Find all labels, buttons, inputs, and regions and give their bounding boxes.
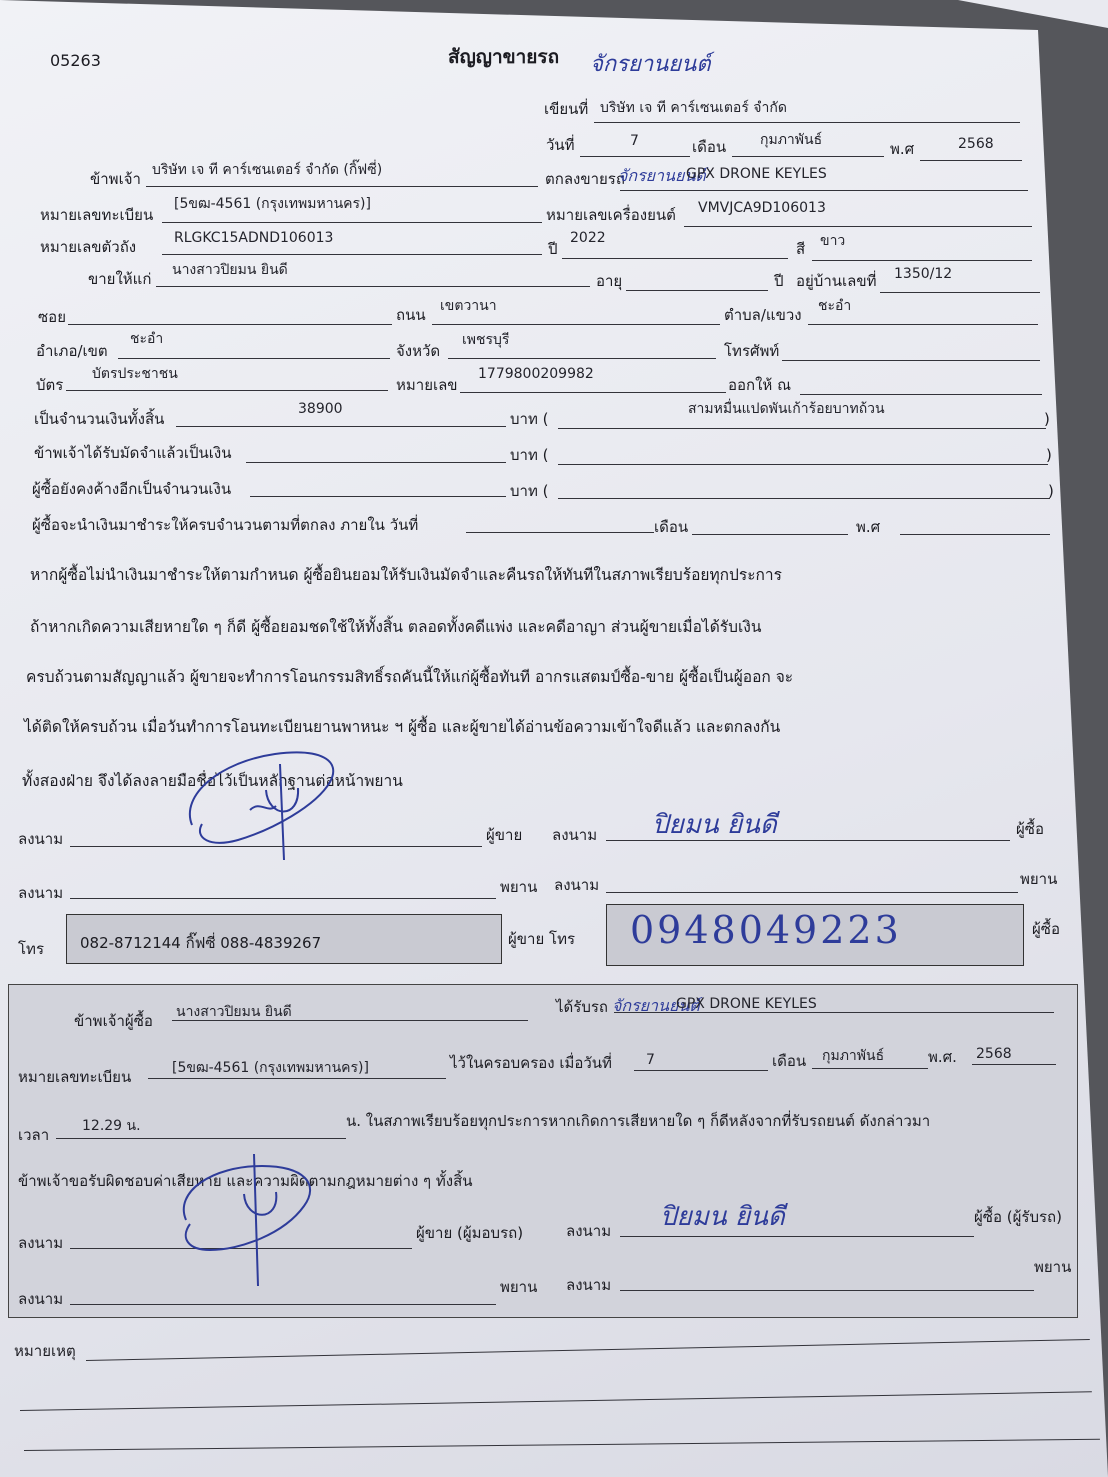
registration-label: หมายเลขทะเบียน (40, 206, 154, 224)
phone-line (782, 360, 1040, 361)
receipt-buyer-label: ข้าพเจ้าผู้ซื้อ (74, 1012, 153, 1030)
seller-line (146, 186, 538, 187)
deposit-baht-label: บาท ( (510, 446, 549, 464)
subdistrict-line (808, 324, 1038, 325)
seller-phone-label: ผู้ขาย โทร (508, 930, 576, 948)
receipt-witness1-role: พยาน (500, 1278, 538, 1296)
deposit-words-line (558, 464, 1048, 465)
province-value: เพชรบุรี (462, 332, 510, 348)
year-line (920, 160, 1022, 161)
receipt-time-label: เวลา (18, 1126, 50, 1144)
possession-day-line (634, 1070, 768, 1071)
registration-value: [5ขฒ-4561 (กรุงเทพมหานคร)] (174, 196, 371, 212)
seller-value: บริษัท เจ ที คาร์เซนเตอร์ จำกัด (กิ๊ฟซี่) (152, 162, 383, 178)
id-number-value: 1779800209982 (478, 366, 594, 382)
terms-line-5: ทั้งสองฝ่าย จึงได้ลงลายมือชื่อไว้เป็นหลักฐานต่อหน้าพยาน (22, 772, 403, 790)
remaining-label: ผู้ซื้อยังคงค้างอีกเป็นจำนวนเงิน (32, 480, 232, 498)
id-number-label: หมายเลข (396, 376, 458, 394)
witness2-sign-label: ลงนาม (554, 876, 600, 894)
total-amount-line (176, 426, 506, 427)
age-label: อายุ (596, 272, 623, 290)
possession-date-label: ไว้ในครอบครอง เมื่อวันที่ (450, 1054, 612, 1072)
house-number-value: 1350/12 (894, 266, 953, 282)
seller-sign-role: ผู้ขาย (486, 826, 523, 844)
id-card-line (66, 390, 388, 391)
witness2-role: พยาน (1020, 870, 1058, 888)
color-value: ขาว (820, 233, 846, 249)
issued-at-line (800, 394, 1042, 395)
soi-line (68, 324, 392, 325)
subdistrict-value: ชะอำ (818, 298, 852, 314)
receipt-witness1-sign-line (70, 1304, 496, 1305)
month-line (732, 156, 884, 157)
possession-month-line (812, 1068, 928, 1069)
house-number-label: อยู่บ้านเลขที่ (796, 272, 877, 290)
buyer-signature-2: ปิยมน ยินดี (660, 1202, 785, 1232)
seller-sign-label: ลงนาม (18, 830, 64, 848)
date-label: วันที่ (546, 136, 575, 154)
receipt-witness2-role: พยาน (1034, 1258, 1072, 1276)
soi-label: ซอย (38, 308, 66, 326)
model-year-label: ปี (548, 240, 558, 258)
receipt-time-value: 12.29 น. (82, 1118, 141, 1134)
house-number-line (880, 292, 1040, 293)
year-label: พ.ศ (890, 140, 915, 158)
id-number-line (460, 392, 726, 393)
date-year-value: 2568 (958, 136, 994, 152)
sold-to-line (156, 286, 590, 287)
deposit-close-paren: ) (1046, 446, 1052, 464)
total-amount-label: เป็นจำนวนเงินทั้งสิ้น (34, 410, 165, 428)
receipt-registration-label: หมายเลขทะเบียน (18, 1068, 132, 1086)
possession-year-label: พ.ศ. (928, 1048, 957, 1066)
id-card-type-value: บัตรประชาชน (92, 366, 178, 382)
sold-to-label: ขายให้แก่ (88, 270, 152, 288)
receipt-registration-line (148, 1078, 446, 1079)
model-year-value: 2022 (570, 230, 606, 246)
remarks-label: หมายเหตุ (14, 1342, 76, 1360)
color-label: สี (796, 240, 806, 258)
due-month-label: เดือน (654, 518, 689, 536)
seller-signature-1 (180, 740, 360, 870)
age-line (626, 290, 768, 291)
receipt-condition-text: น. ในสภาพเรียบร้อยทุกประการหากเกิดการเสียหายใด ๆ ก็ดีหลังจากที่รับรถยนต์ ดังกล่าวมา (346, 1112, 931, 1130)
receipt-registration-value: [5ขฒ-4561 (กรุงเทพมหานคร)] (172, 1060, 369, 1076)
subdistrict-label: ตำบล/แขวง (724, 306, 802, 324)
possession-year-line (972, 1064, 1056, 1065)
total-baht-label: บาท ( (510, 410, 549, 428)
road-line (432, 324, 720, 325)
possession-month-label: เดือน (772, 1052, 807, 1070)
agree-sell-line (620, 190, 1028, 191)
witness1-sign-line (70, 898, 496, 899)
buyer-sign-label: ลงนาม (552, 826, 598, 844)
agree-sell-label: ตกลงขายรถ (545, 170, 625, 188)
due-date-label: ผู้ซื้อจะนำเงินมาชำระให้ครบจำนวนตามที่ตกลง ภายใน วันที่ (32, 516, 419, 534)
paper-under-corner (958, 0, 1108, 28)
written-at-label: เขียนที่ (544, 100, 589, 118)
district-value: ชะอำ (130, 331, 164, 347)
written-at-line (594, 122, 1020, 123)
district-label: อำเภอ/เขต (36, 342, 108, 360)
age-years-label: ปี (774, 272, 784, 290)
buyer-phone-handwritten: 0948049223 (630, 908, 902, 952)
terms-line-4: ได้ติดให้ครบถ้วน เมื่อวันทำการโอนทะเบียนยานพาหนะ ฯ ผู้ซื้อ และผู้ขายได้อ่านข้อความเข้าใจดีแล้ว และตกลงกัน (24, 718, 781, 736)
day-line (580, 156, 690, 157)
total-amount-words: สามหมื่นแปดพันเก้าร้อยบาทถ้วน (688, 401, 885, 417)
province-label: จังหวัด (396, 342, 441, 360)
phone-row-label: โทร (18, 940, 45, 958)
receipt-buyer-line (172, 1020, 528, 1021)
total-amount-value: 38900 (298, 401, 343, 417)
title-handwritten-vehicle-type: จักรยานยนต์ (590, 52, 711, 77)
engine-number-line (684, 226, 1032, 227)
receipt-witness2-sign-label: ลงนาม (566, 1276, 612, 1294)
document-title: สัญญาขายรถ (448, 46, 560, 68)
receipt-witness1-sign-label: ลงนาม (18, 1290, 64, 1308)
terms-line-3: ครบถ้วนตามสัญญาแล้ว ผู้ขายจะทำการโอนกรรมสิทธิ์รถคันนี้ให้แก่ผู้ซื้อทันที อากรแสตมป์ซื้อ-ขาย ผู้ซื้อเป็นผู้ออก จะ (26, 668, 794, 686)
chassis-number-label: หมายเลขตัวถัง (40, 238, 137, 256)
date-day-value: 7 (630, 133, 639, 149)
deposit-line (246, 462, 506, 463)
possession-day-value: 7 (646, 1052, 655, 1068)
remaining-line (250, 496, 506, 497)
seller-label: ข้าพเจ้า (90, 170, 141, 188)
seller-phone-numbers: 082-8712144 กิ๊ฟซี่ 088-4839267 (80, 934, 322, 952)
month-label: เดือน (692, 138, 727, 156)
received-model-value: GPX DRONE KEYLES (676, 996, 817, 1012)
terms-line-1: หากผู้ซื้อไม่นำเงินมาชำระให้ตามกำหนด ผู้ซื้อยินยอมให้รับเงินมัดจำและคืนรถให้ทันทีในสภาพเรียบร้อยทุกประการ (30, 566, 782, 584)
receipt-seller-sign-label: ลงนาม (18, 1234, 64, 1252)
receipt-buyer-value: นางสาวปิยมน ยินดี (176, 1004, 292, 1020)
engine-number-value: VMVJCA9D106013 (698, 200, 826, 216)
remaining-words-line (558, 498, 1050, 499)
buyer-phone-role: ผู้ซื้อ (1032, 920, 1060, 938)
date-month-value: กุมภาพันธ์ (760, 132, 823, 148)
witness2-sign-line (606, 892, 1018, 893)
witness1-sign-label: ลงนาม (18, 884, 64, 902)
receipt-time-line (56, 1138, 346, 1139)
sold-to-value: นางสาวปิยมน ยินดี (172, 262, 288, 278)
road-value: เขตวานา (440, 298, 497, 314)
possession-year-value: 2568 (976, 1046, 1012, 1062)
receipt-buyer-role: ผู้ซื้อ (ผู้รับรถ) (974, 1208, 1062, 1226)
engine-number-label: หมายเลขเครื่องยนต์ (546, 206, 676, 224)
possession-month-value: กุมภาพันธ์ (822, 1048, 885, 1064)
agree-sell-handwritten-type: จักรยานยนต์ (618, 166, 706, 185)
registration-line (162, 222, 542, 223)
seller-signature-2 (170, 1150, 330, 1290)
total-close-paren: ) (1044, 410, 1050, 428)
chassis-number-line (162, 254, 542, 255)
receipt-witness2-sign-line (620, 1290, 1034, 1291)
due-day-line (466, 532, 654, 533)
received-label: ได้รับรถ (556, 998, 609, 1016)
buyer-signature-1: ปิยมน ยินดี (652, 810, 777, 840)
total-words-line (558, 428, 1046, 429)
chassis-number-value: RLGKC15ADND106013 (174, 230, 334, 246)
due-month-line (692, 534, 848, 535)
due-year-line (900, 534, 1050, 535)
remaining-baht-label: บาท ( (510, 482, 549, 500)
district-line (118, 358, 390, 359)
due-year-label: พ.ศ (856, 518, 881, 536)
terms-line-2: ถ้าหากเกิดความเสียหายใด ๆ ก็ดี ผู้ซื้อยอมชดใช้ให้ทั้งสิ้น ตลอดทั้งคดีแพ่ง และคดีอาญา ส่วนผู้ขายเมื่อได้รับเงิน (30, 618, 762, 636)
buyer-sign-role: ผู้ซื้อ (1016, 820, 1044, 838)
deposit-label: ข้าพเจ้าได้รับมัดจำแล้วเป็นเงิน (34, 444, 232, 462)
written-at-value: บริษัท เจ ที คาร์เซนเตอร์ จำกัด (600, 100, 787, 116)
document-number: 05263 (50, 51, 101, 70)
agree-sell-model-value: GPX DRONE KEYLES (686, 166, 827, 182)
road-label: ถนน (396, 306, 426, 324)
remaining-close-paren: ) (1048, 482, 1054, 500)
vehicle-receipt-section (8, 984, 1078, 1318)
model-year-line (562, 258, 788, 259)
receipt-liability-text: ข้าพเจ้าขอรับผิดชอบค่าเสียหาย และความผิดตามกฎหมายต่าง ๆ ทั้งสิ้น (18, 1172, 473, 1190)
province-line (448, 358, 716, 359)
phone-label: โทรศัพท์ (724, 342, 780, 360)
receipt-buyer-sign-label: ลงนาม (566, 1222, 612, 1240)
receipt-seller-role: ผู้ขาย (ผู้มอบรถ) (416, 1224, 524, 1242)
received-handwritten-type: จักรยานยนต์ (612, 996, 700, 1015)
color-line (812, 260, 1032, 261)
witness1-role: พยาน (500, 878, 538, 896)
id-card-label: บัตร (36, 376, 64, 394)
issued-at-label: ออกให้ ณ (728, 376, 791, 394)
